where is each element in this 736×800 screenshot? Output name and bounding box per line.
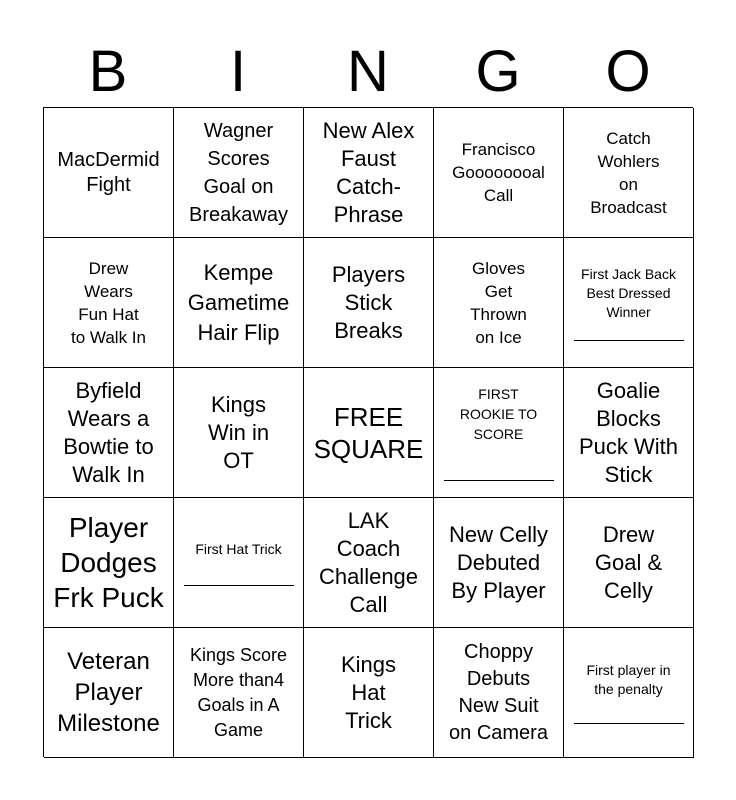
cell-text: New Alex Faust Catch- Phrase [322, 117, 415, 227]
bingo-cell[interactable] [174, 498, 304, 628]
cell-text: Wagner Scores Goal on Breakaway [189, 119, 288, 226]
cell-text: LAK Coach Challenge Call [318, 507, 419, 617]
bingo-cell[interactable] [564, 238, 694, 368]
bingo-cell[interactable] [44, 368, 174, 498]
bingo-cell[interactable] [434, 368, 564, 498]
cell-text: Drew Goal & Celly [594, 521, 663, 603]
cell-text: Francisco Goooooooal Call [452, 140, 545, 205]
signature-line [184, 585, 294, 586]
header-letter-i: I [229, 39, 247, 104]
bingo-cell[interactable] [304, 498, 434, 628]
cell-text: Players Stick Breaks [331, 261, 406, 343]
bingo-cell[interactable] [564, 498, 694, 628]
bingo-cell[interactable] [434, 498, 564, 628]
bingo-cell[interactable] [434, 238, 564, 368]
bingo-cell[interactable] [304, 238, 434, 368]
signature-line [444, 480, 554, 481]
cell-text: Kings Hat Trick [340, 651, 397, 733]
cell-text: First player in the penalty [586, 662, 671, 697]
cell-text: Catch Wohlers on Broadcast [590, 128, 667, 217]
signature-line [574, 340, 684, 341]
cell-text: Drew Wears Fun Hat to Walk In [71, 258, 146, 347]
bingo-grid [43, 107, 693, 757]
cell-text: Choppy Debuts New Suit on Camera [449, 640, 548, 744]
cell-text: New Celly Debuted By Player [448, 521, 549, 603]
cell-text: MacDermid Fight [57, 148, 160, 196]
cell-text: Byfield Wears a Bowtie to Walk In [63, 377, 154, 487]
cell-text: Player Dodges Frk Puck [53, 512, 164, 613]
cell-text: Kings Score More than4 Goals in A Game [189, 644, 288, 740]
cell-text: Kempe Gametime Hair Flip [187, 259, 290, 345]
cell-text: First Hat Trick [195, 540, 282, 557]
cell-text: Veteran Player Milestone [57, 648, 160, 737]
cell-text: FREE SQUARE [313, 401, 424, 464]
bingo-cell[interactable] [564, 628, 694, 758]
bingo-cell[interactable] [304, 108, 434, 238]
cell-text: First Jack Back Best Dressed Winner [581, 265, 676, 320]
cell-text: FIRST ROOKIE TO SCORE [459, 386, 538, 442]
header-letter-o: O [605, 39, 651, 104]
bingo-cell[interactable] [44, 238, 174, 368]
header-letter-n: N [347, 39, 389, 104]
bingo-cell[interactable] [174, 238, 304, 368]
cell-text: Kings Win in OT [207, 391, 270, 473]
header-letter-b: B [88, 39, 128, 104]
bingo-cell[interactable] [564, 368, 694, 498]
bingo-cell[interactable] [434, 628, 564, 758]
bingo-cell[interactable] [174, 628, 304, 758]
bingo-cell[interactable] [44, 498, 174, 628]
bingo-cell[interactable] [44, 628, 174, 758]
bingo-cell[interactable] [564, 108, 694, 238]
bingo-cell[interactable] [174, 108, 304, 238]
bingo-cell[interactable] [434, 108, 564, 238]
cell-text: Gloves Get Thrown on Ice [470, 258, 527, 347]
signature-line [574, 723, 684, 724]
header-letter-g: G [475, 39, 521, 104]
bingo-cell[interactable] [174, 368, 304, 498]
bingo-cell[interactable] [44, 108, 174, 238]
free-square[interactable] [304, 368, 434, 498]
bingo-header [43, 36, 693, 108]
cell-text: Goalie Blocks Puck With Stick [578, 377, 679, 487]
bingo-cell[interactable] [304, 628, 434, 758]
